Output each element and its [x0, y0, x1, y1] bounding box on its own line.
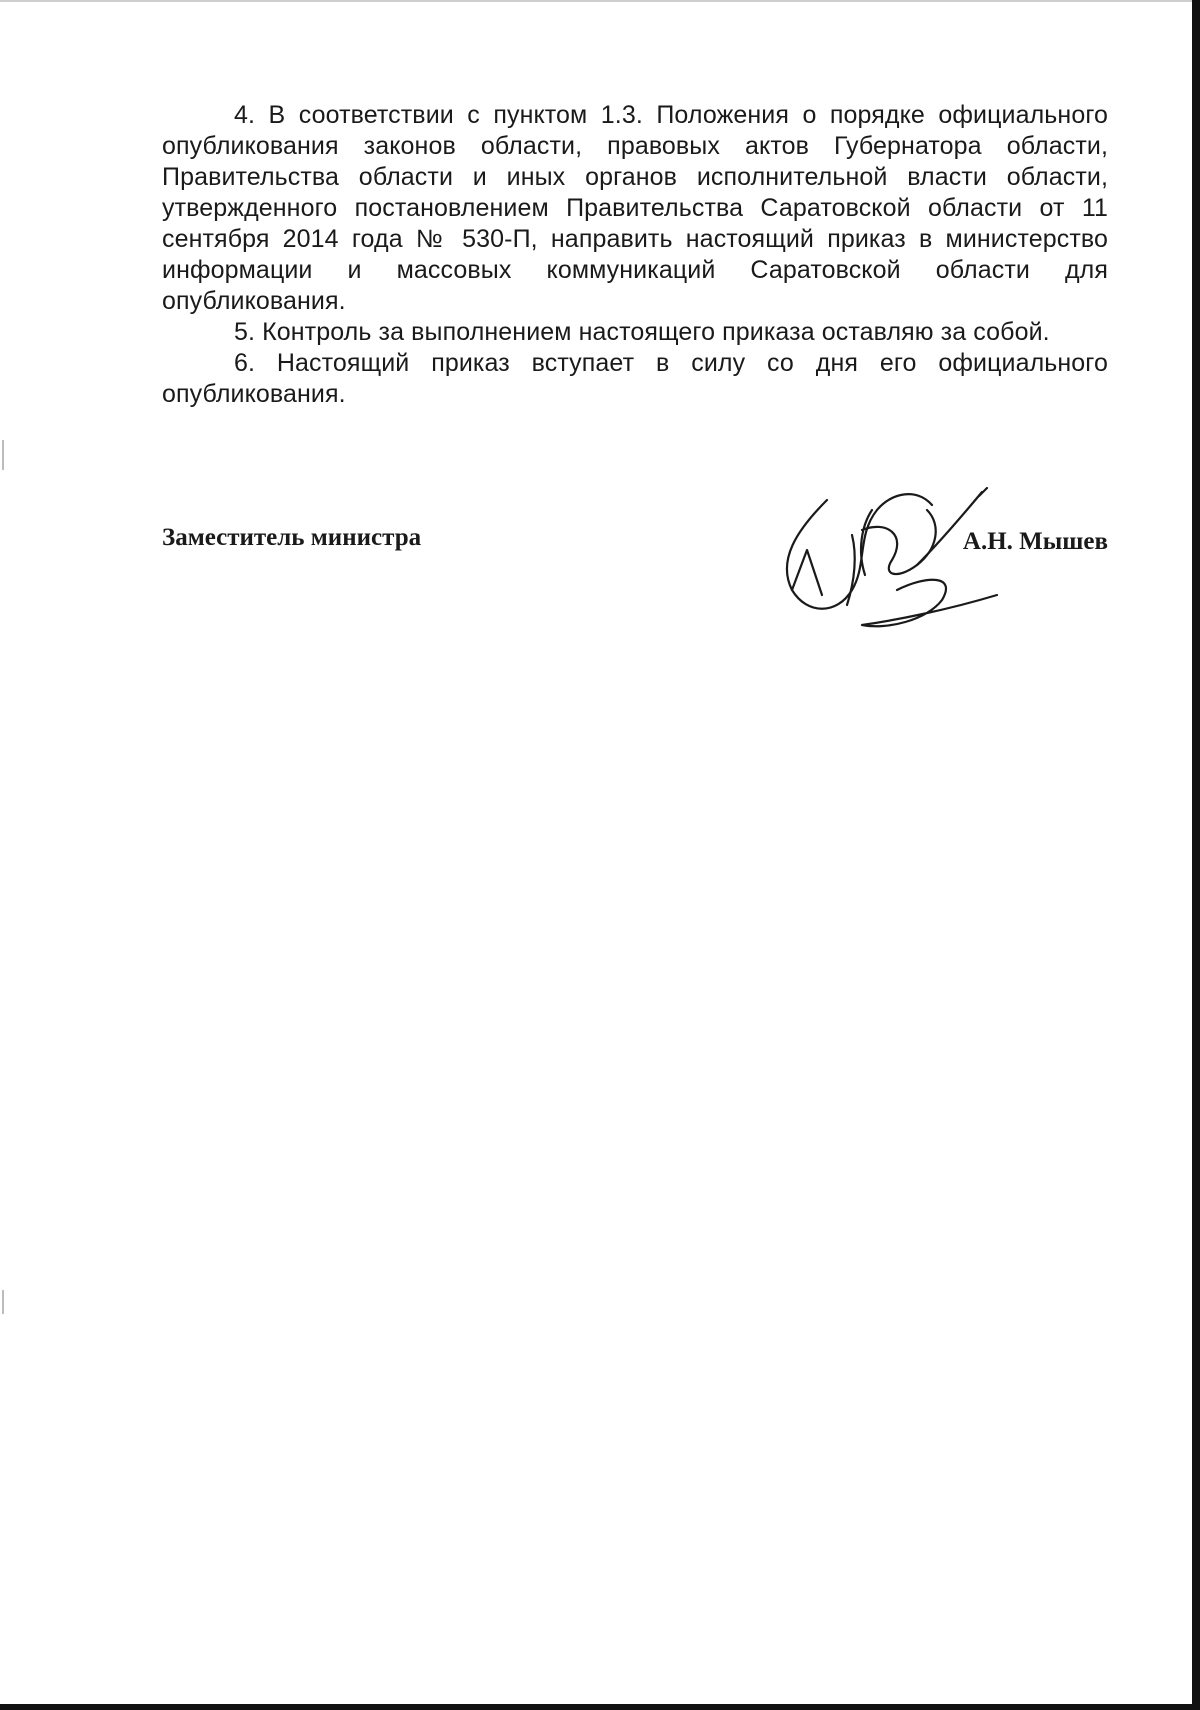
scan-left-mark [2, 440, 4, 470]
paragraph-4: 4. В соответствии с пунктом 1.3. Положения о порядке официального опубликования законов области, правовых актов Губернатора области, Правительства области и иных органов исполнительной власти области, утвержденного постановлением Правительства Саратовской области от 11 сентября 2014 года № 530-П, направить настоящий приказ в министерство информации и массовых коммуникаций Саратовской области для опубликования. [162, 101, 1108, 315]
document-body [162, 100, 1108, 410]
scan-bottom-edge [0, 1704, 1200, 1710]
paragraph-6: 6. Настоящий приказ вступает в силу со дня его официального опубликования. [162, 349, 1108, 408]
scan-left-mark [2, 1290, 4, 1314]
signer-title: Заместитель министра [162, 524, 422, 551]
signature-block [162, 520, 1108, 640]
signer-name: А.Н. Мышев [962, 528, 1108, 555]
paragraph-5: 5. Контроль за выполнением настоящего приказа оставляю за собой. [234, 318, 1050, 346]
scan-right-edge [1192, 0, 1200, 1710]
scan-top-edge [0, 0, 1200, 2]
handwritten-signature [767, 480, 1087, 640]
